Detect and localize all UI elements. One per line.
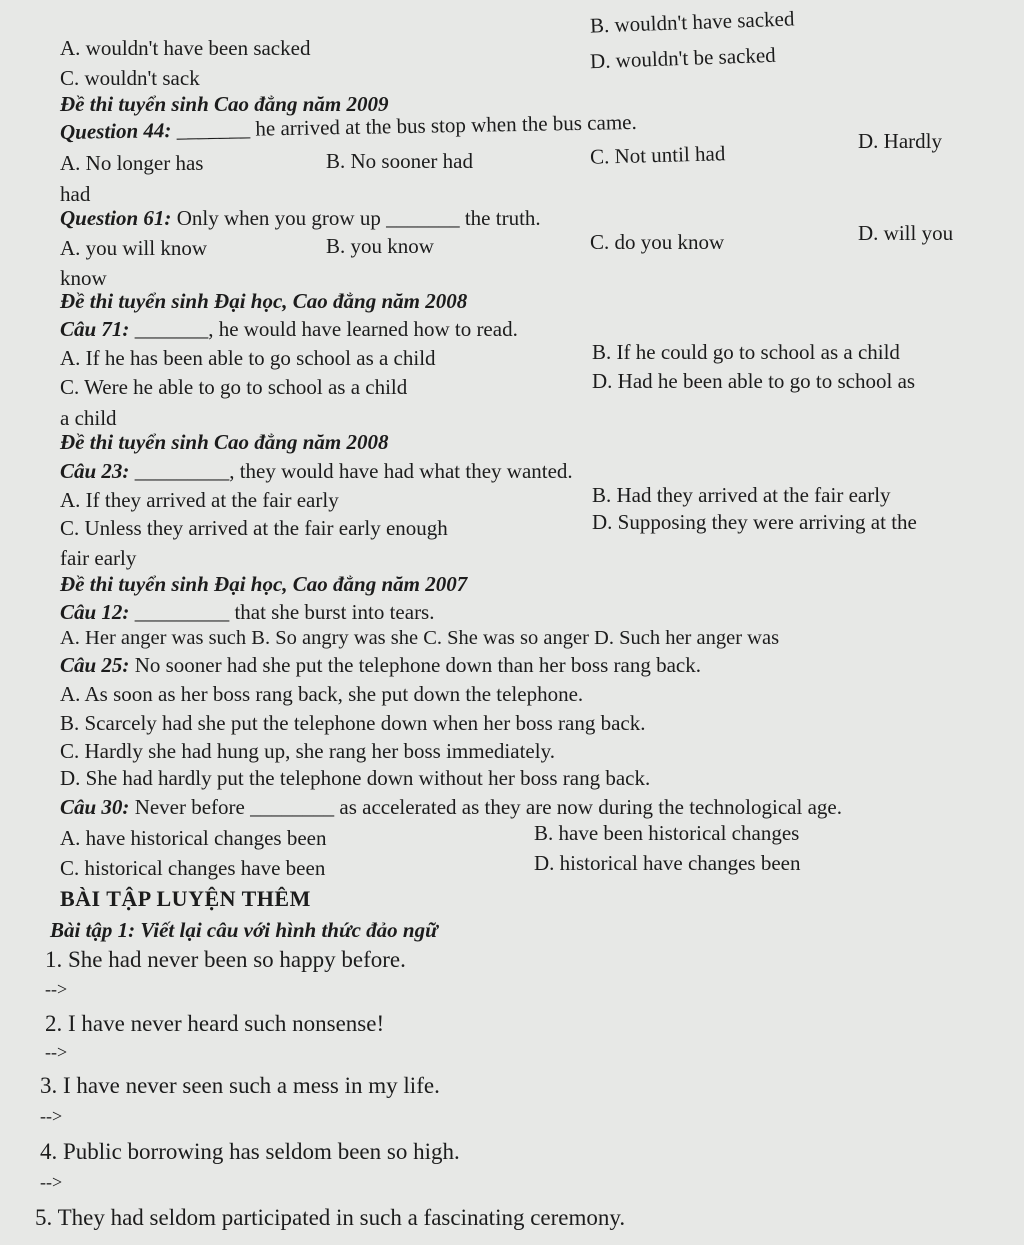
c23-option-d: D. Supposing they were arriving at the [592,510,917,534]
c71-option-b: B. If he could go to school as a child [592,340,900,364]
section-header-2009: Đề thi tuyển sinh Cao đẳng năm 2009 [60,92,389,116]
c25-option-a: A. As soon as her boss rang back, she put down the telephone. [60,682,584,706]
c71-option-d: D. Had he been able to go to school as [592,369,916,393]
c71-option-a: A. If he has been able to go school as a child [60,346,436,370]
q44-option-d: D. Hardly [858,129,942,153]
section-header-2008-dh: Đề thi tuyển sinh Đại học, Cao đẳng năm 2008 [60,289,468,313]
cau-30-text-before: Never before [134,795,245,819]
cau-25-label: Câu 25: [60,653,130,677]
c30-option-b: B. have been historical changes [534,821,800,845]
extra-exercises-header: BÀI TẬP LUYỆN THÊM [60,886,311,911]
question-44 [59,109,637,144]
c23-option-a: A. If they arrived at the fair early [60,488,339,512]
prev-option-c: C. wouldn't sack [60,66,200,90]
q44-option-a: A. No longer has [60,151,204,175]
cau-71-blank: _______ [134,317,209,341]
q44-option-d-wrap: had [60,182,91,206]
answer-arrow-3: --> [40,1106,63,1126]
question-61-blank: _______ [386,206,460,230]
question-61-label: Question 61: [60,206,172,230]
cau-71-label: Câu 71: [60,317,130,341]
exercise-item-5: 5. They had seldom participated in such a fascinating ceremony. [35,1205,626,1230]
cau-30-blank: ________ [250,795,335,819]
cau-12 [60,602,434,623]
question-44-label: Question 44: [59,118,172,144]
question-44-text: he arrived at the bus stop when the bus came. [255,109,637,141]
cau-12-text: that she burst into tears. [234,600,435,624]
exercise-1-title: Bài tập 1: Viết lại câu với hình thức đảo ngữ [50,918,438,942]
c30-option-c: C. historical changes have been [60,856,326,880]
c25-option-c: C. Hardly she had hung up, she rang her boss immediately. [60,739,555,763]
c71-option-d-wrap: a child [60,406,117,430]
q61-option-d: D. will you [858,221,954,245]
c25-option-d: D. She had hardly put the telephone down without her boss rang back. [60,766,651,790]
q61-option-b: B. you know [326,234,434,258]
cau-12-label: Câu 12: [60,600,130,624]
q44-option-c: C. Not until had [589,141,726,169]
cau-23 [60,461,573,482]
section-header-2007: Đề thi tuyển sinh Đại học, Cao đẳng năm 2007 [60,572,468,596]
prev-option-d: D. wouldn't be sacked [589,42,777,74]
cau-71 [60,319,518,340]
c25-option-b: B. Scarcely had she put the telephone down when her boss rang back. [60,711,646,735]
cau-23-label: Câu 23: [60,459,130,483]
exercise-item-2: 2. I have never heard such nonsense! [45,1011,385,1036]
q61-option-c: C. do you know [590,230,725,254]
c30-option-a: A. have historical changes been [60,826,327,850]
question-61 [60,208,541,229]
q61-option-a: A. you will know [60,236,207,260]
c23-option-c: C. Unless they arrived at the fair early enough [60,516,448,540]
c12-options: A. Her anger was such B. So angry was she C. She was so anger D. Such her anger was [60,627,780,649]
c71-option-c: C. Were he able to go to school as a child [60,375,408,399]
c23-option-d-wrap: fair early [60,546,137,570]
cau-30-label: Câu 30: [60,795,130,819]
prev-option-b: B. wouldn't have sacked [589,6,795,38]
q61-option-d-wrap: know [60,266,107,290]
exercise-item-4: 4. Public borrowing has seldom been so high. [40,1139,460,1164]
cau-25 [60,655,701,676]
c30-option-d: D. historical have changes been [534,851,801,875]
cau-30 [60,797,842,818]
cau-23-text: , they would have had what they wanted. [229,459,573,483]
cau-71-text: , he would have learned how to read. [208,317,518,341]
question-61-text-after: the truth. [464,206,541,230]
question-61-text-before: Only when you grow up [176,206,381,230]
cau-12-blank: _________ [134,600,230,624]
answer-arrow-1: --> [45,979,68,999]
q44-option-b: B. No sooner had [326,149,473,173]
answer-arrow-2: --> [45,1042,68,1062]
exercise-item-3: 3. I have never seen such a mess in my life. [40,1073,440,1098]
c23-option-b: B. Had they arrived at the fair early [592,483,891,507]
exercise-item-1: 1. She had never been so happy before. [45,947,406,972]
section-header-2008-cd: Đề thi tuyển sinh Cao đẳng năm 2008 [60,430,389,454]
question-44-blank: _______ [176,116,251,142]
prev-option-a: A. wouldn't have been sacked [60,36,311,60]
cau-25-text: No sooner had she put the telephone down than her boss rang back. [134,653,701,677]
cau-30-text-after: as accelerated as they are now during the technological age. [339,795,842,819]
cau-23-blank: _________ [134,459,230,483]
answer-arrow-4: --> [40,1172,63,1192]
